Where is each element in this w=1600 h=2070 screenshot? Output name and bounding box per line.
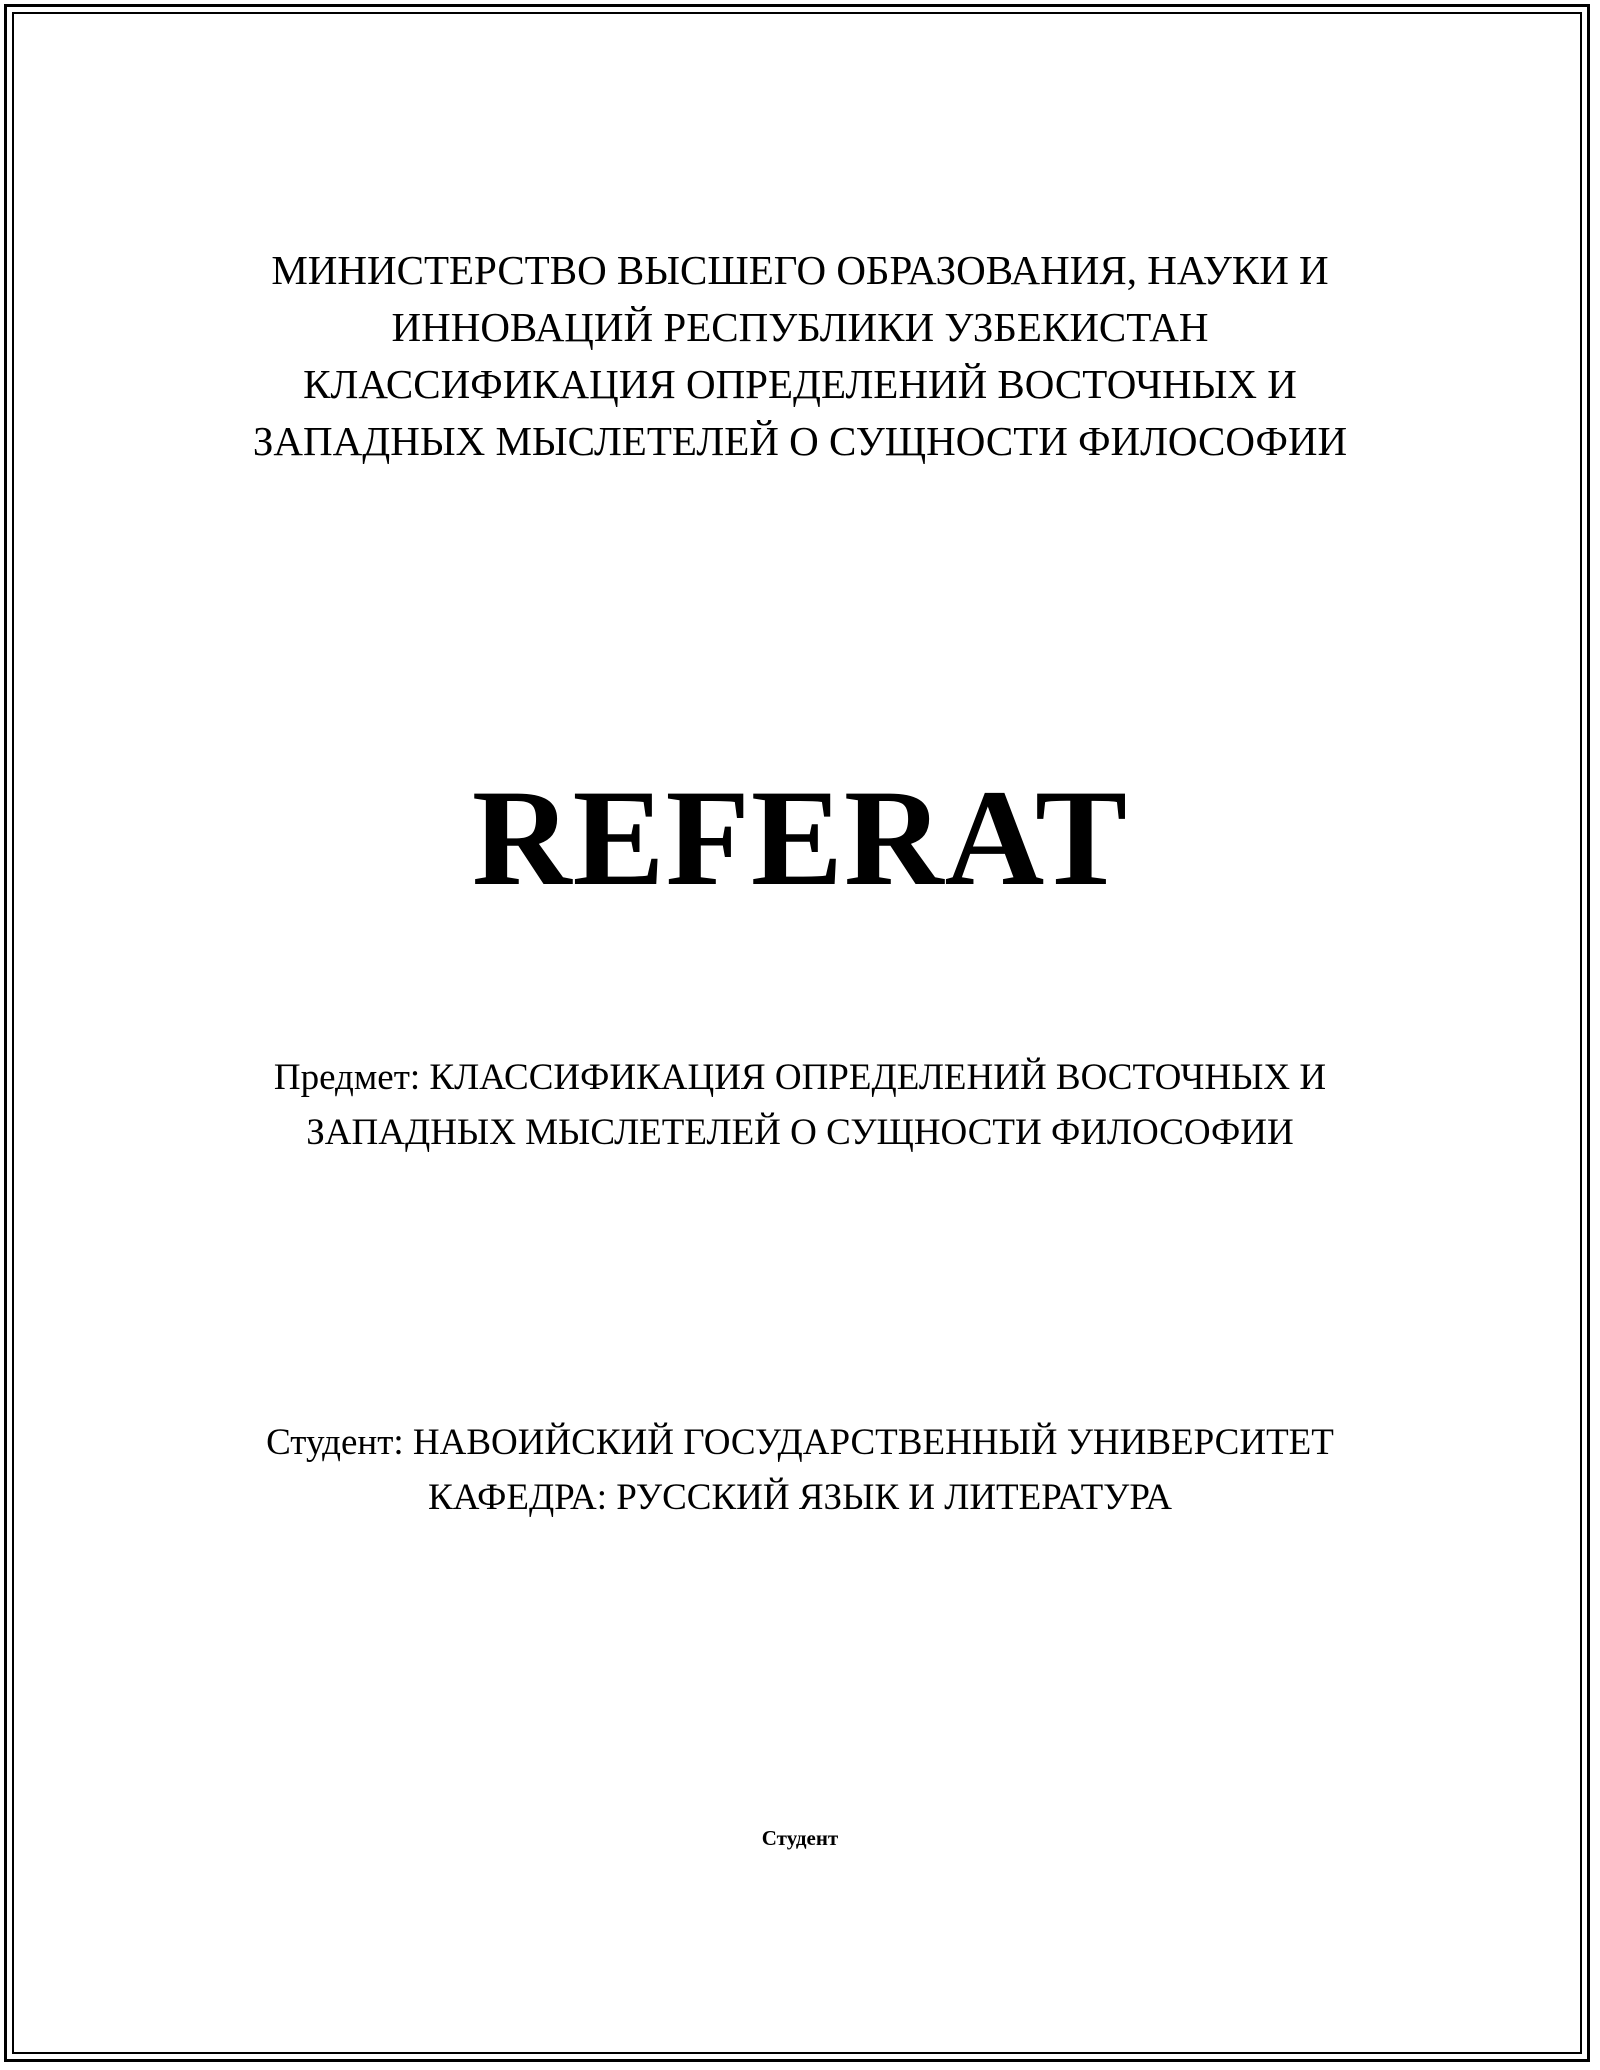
document-title: REFERAT — [471, 761, 1129, 914]
header-line: КЛАССИФИКАЦИЯ ОПРЕДЕЛЕНИЙ ВОСТОЧНЫХ И — [303, 361, 1297, 407]
ministry-header — [0, 242, 1600, 470]
subject-line: Предмет: КЛАССИФИКАЦИЯ ОПРЕДЕЛЕНИЙ ВОСТОЧНЫХ И — [273, 1057, 1327, 1098]
subject-section — [0, 1050, 1600, 1160]
subject-line: ЗАПАДНЫХ МЫСЛЕТЕЛЕЙ О СУЩНОСТИ ФИЛОСОФИИ — [306, 1112, 1294, 1153]
student-section — [0, 1415, 1600, 1525]
department-line: КАФЕДРА: РУССКИЙ ЯЗЫК И ЛИТЕРАТУРА — [428, 1477, 1172, 1518]
header-line: ЗАПАДНЫХ МЫСЛЕТЕЛЕЙ О СУЩНОСТИ ФИЛОСОФИИ — [252, 418, 1348, 464]
student-line: Студент: НАВОИЙСКИЙ ГОСУДАРСТВЕННЫЙ УНИВЕРСИТЕТ — [266, 1422, 1334, 1463]
header-line: МИНИСТЕРСТВО ВЫСШЕГО ОБРАЗОВАНИЯ, НАУКИ И — [271, 247, 1329, 293]
header-line: ИННОВАЦИЙ РЕСПУБЛИКИ УЗБЕКИСТАН — [391, 304, 1209, 350]
student-signature-label: Студент — [761, 1826, 839, 1850]
